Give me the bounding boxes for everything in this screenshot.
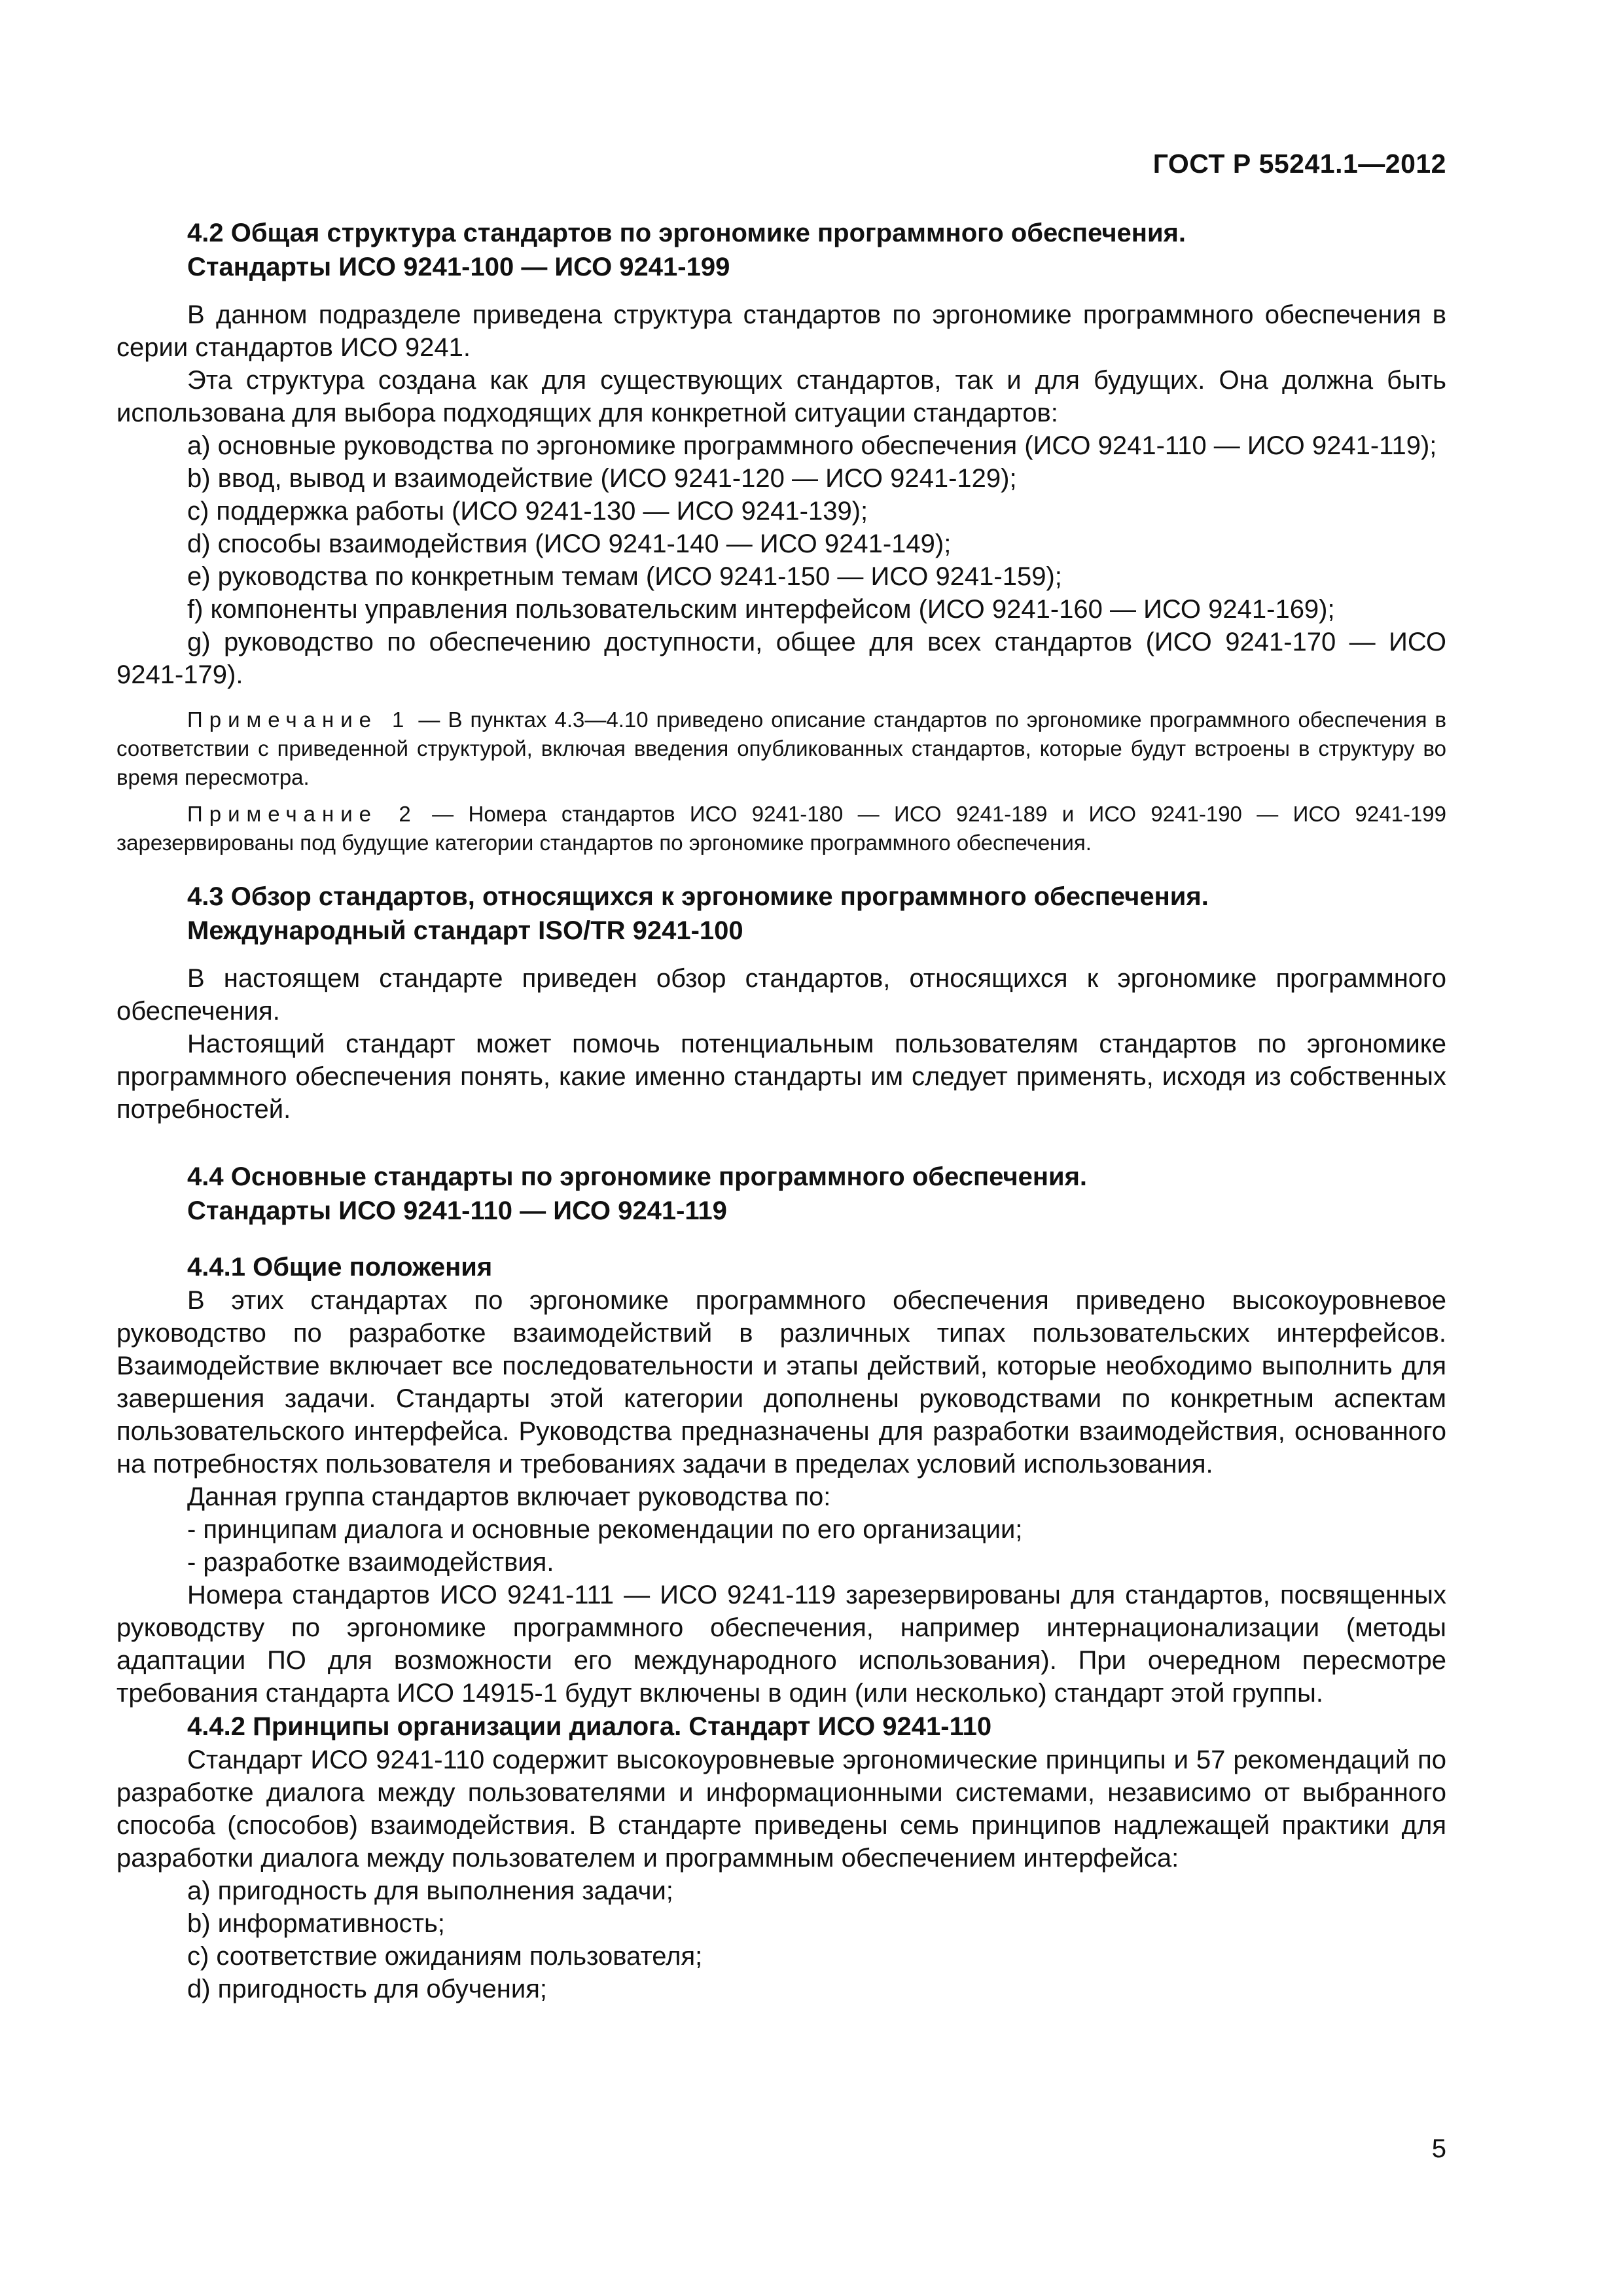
- section-4-4-title-line1: 4.4 Основные стандарты по эргономике программного обеспечения.: [187, 1162, 1088, 1191]
- page-number: 5: [1431, 2134, 1446, 2163]
- page-content: [116, 216, 1446, 2005]
- list-item: c) поддержка работы (ИСО 9241-130 — ИСО 9241-139);: [187, 497, 868, 526]
- document-id: ГОСТ Р 55241.1—2012: [1152, 149, 1446, 179]
- section-4-3-title-line2: Международный стандарт ISO/TR 9241-100: [187, 916, 743, 945]
- note-1-label: Примечание 1: [187, 708, 411, 732]
- section-4-2-paragraph-1: В данном подразделе приведена структура стандартов по эргономике программного обеспечения в серии стандартов ИСО 9241.: [116, 300, 1446, 362]
- dash-list-item: - принципам диалога и основные рекомендации по его организации;: [187, 1515, 1023, 1544]
- note-1-text: — В пунктах 4.3—4.10 приведено описание стандартов по эргономике программного обеспечения в соответствии с приведенной структурой, включая введения опубликованных стандартов, которые будут встроены в структуру во время пересмотра.: [116, 708, 1447, 789]
- note-2-text: — Номера стандартов ИСО 9241-180 — ИСО 9241-189 и ИСО 9241-190 — ИСО 9241-199 зарезервированы под будущие категории стандартов по эргономике программного обеспечения.: [116, 802, 1446, 855]
- list-item: e) руководства по конкретным темам (ИСО 9241-150 — ИСО 9241-159);: [187, 562, 1062, 591]
- list-item: c) соответствие ожиданиям пользователя;: [187, 1942, 703, 1971]
- section-4-2-paragraph-2: Эта структура создана как для существующих стандартов, так и для будущих. Она должна быть использована для выбора подходящих для конкретной ситуации стандартов:: [116, 366, 1446, 427]
- section-4-4-1-title: 4.4.1 Общие положения: [187, 1253, 493, 1282]
- section-4-3-title-line1: 4.3 Обзор стандартов, относящихся к эргономике программного обеспечения.: [187, 882, 1209, 911]
- section-4-3-paragraph-2: Настоящий стандарт может помочь потенциальным пользователям стандартов по эргономике программного обеспечения понять, какие именно стандарты им следует применять, исходя из собственных потребностей.: [116, 1030, 1446, 1124]
- dash-list-item: - разработке взаимодействия.: [187, 1548, 554, 1577]
- section-4-2-title-line2: Стандарты ИСО 9241-100 — ИСО 9241-199: [187, 253, 730, 281]
- section-4-4-2-title: 4.4.2 Принципы организации диалога. Стандарт ИСО 9241-110: [187, 1712, 992, 1741]
- list-item: b) ввод, вывод и взаимодействие (ИСО 9241-120 — ИСО 9241-129);: [187, 464, 1017, 493]
- list-item: d) пригодность для обучения;: [187, 1975, 547, 2003]
- list-item: a) пригодность для выполнения задачи;: [187, 1876, 673, 1905]
- section-4-4-title-line2: Стандарты ИСО 9241-110 — ИСО 9241-119: [187, 1196, 727, 1225]
- note-2: [116, 800, 1446, 857]
- list-item: d) способы взаимодействия (ИСО 9241-140 — ИСО 9241-149);: [187, 529, 952, 558]
- list-item: g) руководство по обеспечению доступности, общее для всех стандартов (ИСО 9241-170 — ИСО 9241-179).: [116, 628, 1446, 689]
- list-item: f) компоненты управления пользовательским интерфейсом (ИСО 9241-160 — ИСО 9241-169);: [187, 595, 1335, 624]
- section-4-4-2-paragraph-1: Стандарт ИСО 9241-110 содержит высокоуровневые эргономические принципы и 57 рекомендаций по разработке диалога между пользователями и информационными системами, независимо от выбранного способа (способов) взаимодействия. В стандарте приведены семь принципов надлежащей практики для разработки диалога между пользователем и программным обеспечением интерфейса:: [116, 1746, 1446, 1873]
- list-item: a) основные руководства по эргономике программного обеспечения (ИСО 9241-110 — ИСО 9241-119);: [187, 431, 1437, 460]
- note-2-label: Примечание 2: [187, 802, 418, 826]
- list-item: b) информативность;: [187, 1909, 445, 1938]
- section-4-4-1-paragraph-2: Данная группа стандартов включает руководства по:: [187, 1482, 831, 1511]
- note-1: [116, 706, 1446, 792]
- section-4-2-title-line1: 4.2 Общая структура стандартов по эргономике программного обеспечения.: [187, 219, 1186, 247]
- section-4-4-1-paragraph-3: Номера стандартов ИСО 9241-111 — ИСО 9241-119 зарезервированы для стандартов, посвященных руководству по эргономике программного обеспечения, например интернационализации (методы адаптации ПО для возможности его международного использования). При очередном пересмотре требования стандарта ИСО 14915-1 будут включены в один (или несколько) стандарт этой группы.: [116, 1581, 1446, 1708]
- section-4-4-1-paragraph-1: В этих стандартах по эргономике программного обеспечения приведено высокоуровневое руководство по разработке взаимодействий в различных типах пользовательских интерфейсов. Взаимодействие включает все последовательности и этапы действий, которые необходимо выполнить для завершения задачи. Стандарты этой категории дополнены руководствами по конкретным аспектам пользовательского интерфейса. Руководства предназначены для разработки взаимодействия, основанного на потребностях пользователя и требованиях задачи в пределах условий использования.: [116, 1286, 1446, 1479]
- section-4-3-paragraph-1: В настоящем стандарте приведен обзор стандартов, относящихся к эргономике программного обеспечения.: [116, 964, 1446, 1026]
